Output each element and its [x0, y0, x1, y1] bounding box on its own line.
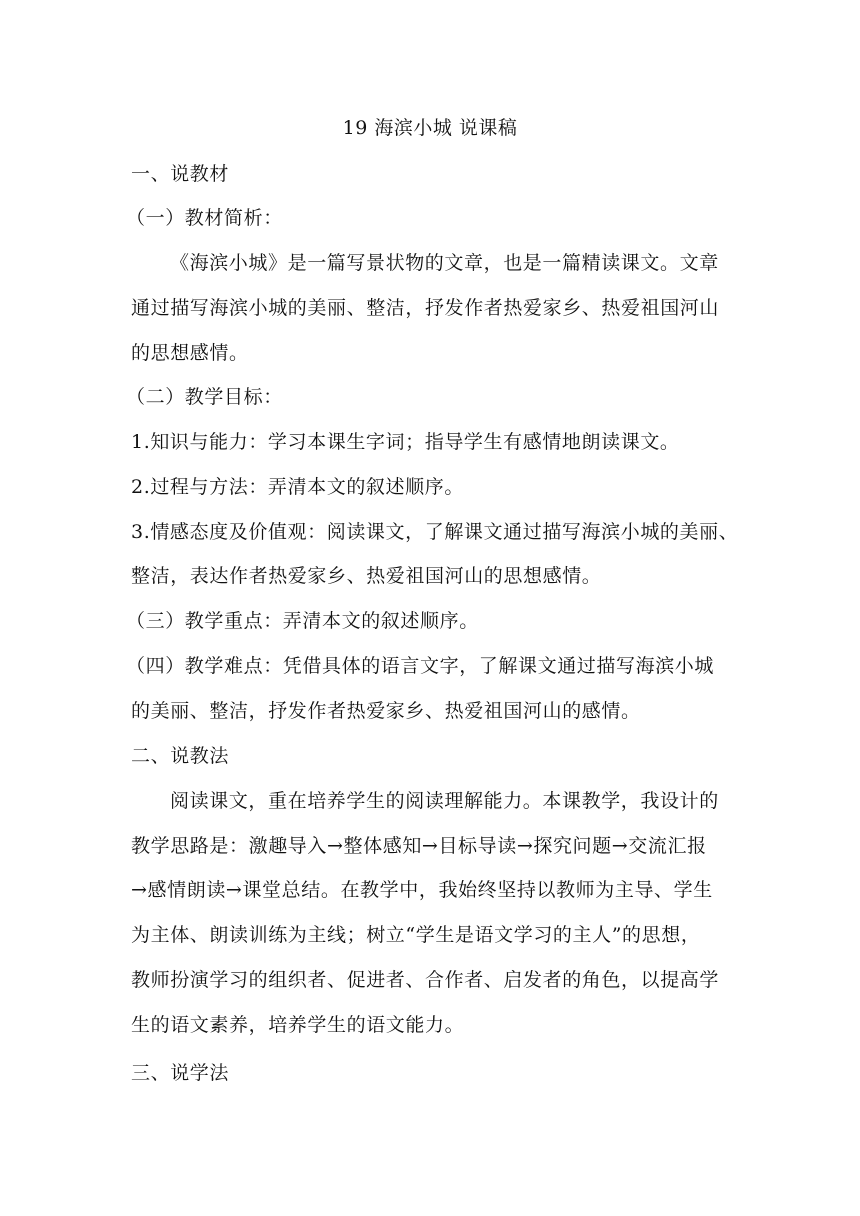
section-heading-2: 二、说教法 [131, 745, 230, 767]
paragraph-line: 的思想感情。 [131, 342, 249, 364]
subsection-heading-3: （三）教学重点：弄清本文的叙述顺序。 [126, 610, 479, 632]
subsection-heading-2: （二）教学目标： [126, 386, 283, 408]
subsection-4-continued: 的美丽、整洁，抒发作者热爱家乡、热爱祖国河山的感情。 [131, 700, 641, 722]
section-heading-3: 三、说学法 [131, 1062, 230, 1084]
goal-item-1: 1.知识与能力：学习本课生字词；指导学生有感情地朗读课文。 [131, 431, 680, 453]
goal-item-3: 3.情感态度及价值观：阅读课文，了解课文通过描写海滨小城的美丽、 [131, 521, 739, 543]
section-heading-1: 一、说教材 [131, 163, 230, 185]
teaching-method-line: 教学思路是：激趣导入→整体感知→目标导读→探究问题→交流汇报 [131, 835, 707, 857]
document-title: 19 海滨小城 说课稿 [342, 117, 518, 139]
paragraph-line: 通过描写海滨小城的美丽、整洁，抒发作者热爱家乡、热爱祖国河山 [131, 297, 720, 319]
teaching-method-line: 为主体、朗读训练为主线；树立“学生是语文学习的主人”的思想， [131, 924, 701, 946]
teaching-method-line: 阅读课文，重在培养学生的阅读理解能力。本课教学，我设计的 [170, 790, 719, 812]
goal-item-3-continued: 整洁，表达作者热爱家乡、热爱祖国河山的思想感情。 [131, 565, 602, 587]
goal-item-2: 2.过程与方法：弄清本文的叙述顺序。 [131, 476, 464, 498]
paragraph-line: 《海滨小城》是一篇写景状物的文章，也是一篇精读课文。文章 [170, 252, 719, 274]
subsection-heading-1: （一）教材简析： [126, 207, 283, 229]
teaching-method-line: 生的语文素养，培养学生的语文能力。 [131, 1014, 465, 1036]
teaching-method-line: →感情朗读→课堂总结。在教学中，我始终坚持以教师为主导、学生 [131, 879, 713, 901]
teaching-method-line: 教师扮演学习的组织者、促进者、合作者、启发者的角色，以提高学 [131, 969, 720, 991]
subsection-heading-4: （四）教学难点：凭借具体的语言文字，了解课文通过描写海滨小城 [126, 655, 715, 677]
